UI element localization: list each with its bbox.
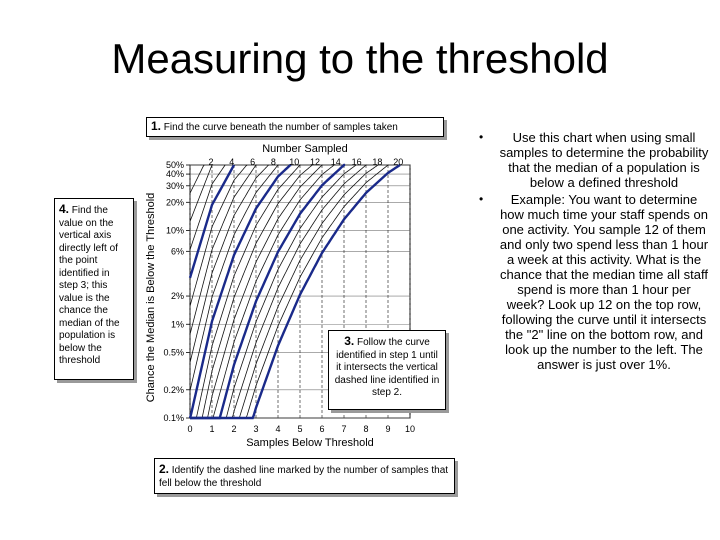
x-tick-label: 5 [297, 424, 303, 434]
x-tick-label: 2 [231, 424, 237, 434]
top-tick-label: 14 [330, 157, 341, 167]
step-2-text: Identify the dashed line marked by the number of samples that fell below the threshold [159, 465, 449, 489]
x-tick-label: 4 [275, 424, 281, 434]
bullet-item [473, 192, 709, 372]
top-tick-label: 4 [229, 157, 235, 167]
y-tick-label: 0.1% [163, 413, 184, 423]
y-tick-label: 50% [165, 160, 184, 170]
step-4-callout [54, 198, 134, 380]
step-3-callout [328, 330, 446, 410]
top-tick-label: 10 [289, 157, 300, 167]
step-2-callout [154, 458, 455, 494]
x-axis-title: Samples Below Threshold [246, 437, 374, 449]
y-tick-label: 20% [165, 197, 184, 208]
step-1-number: 1. [151, 119, 162, 133]
x-tick-label: 10 [404, 424, 416, 434]
y-tick-label: 10% [165, 225, 184, 236]
y-tick-label: 0.5% [163, 347, 184, 358]
step-3-text: Follow the curve identified in step 1 until it intersects the vertical dashed line identified in step 2. [334, 337, 440, 398]
top-tick-label: 12 [309, 157, 321, 167]
x-tick-label: 6 [319, 424, 325, 434]
y-tick-label: 1% [170, 319, 184, 330]
bullet-dot-icon: • [479, 130, 484, 144]
y-tick-label: 40% [165, 169, 184, 180]
step-2-number: 2. [159, 462, 170, 476]
x-tick-label: 0 [187, 424, 193, 434]
step-1-callout [146, 117, 444, 137]
top-tick-label: 18 [372, 157, 383, 167]
y-axis-title: Chance the Median is Below the Threshold [145, 192, 157, 403]
y-tick-label: 30% [165, 180, 184, 191]
x-tick-label: 7 [341, 424, 347, 434]
top-tick-label: 16 [351, 157, 362, 167]
top-tick-label: 20 [393, 157, 404, 167]
bullet-text: Use this chart when using small samples to determine the probability that the median of a population is below a defined threshold [499, 130, 709, 190]
step-1-text: Find the curve beneath the number of samples taken [163, 122, 398, 133]
explanation-bullets [473, 130, 709, 372]
slide-title: Measuring to the threshold [111, 35, 609, 82]
top-axis-title: Number Sampled [262, 143, 348, 155]
bullet-dot-icon: • [479, 192, 484, 206]
x-tick-label: 8 [363, 424, 369, 434]
top-tick-label: 6 [250, 157, 256, 167]
top-tick-label: 2 [208, 157, 214, 167]
x-tick-label: 1 [209, 424, 215, 434]
step-3-number: 3. [344, 334, 355, 348]
step-4-number: 4. [59, 202, 70, 216]
bullet-item [473, 130, 709, 190]
step-4-text: Find the value on the vertical axis directly left of the point identified in step 3; this value is the chance the median of the population is below the threshold [59, 205, 120, 366]
y-tick-label: 0.2% [163, 384, 184, 395]
x-tick-label: 3 [253, 424, 259, 434]
y-tick-label: 2% [170, 291, 184, 302]
y-tick-label: 6% [170, 246, 184, 257]
top-tick-label: 8 [270, 157, 276, 167]
bullet-text: Example: You want to determine how much time your staff spends on one activity. You sample 12 of them and only two spend less than 1 hour a week at this activity. What is the chance that the median time all staff spend is more than 1 hour per week? Look up 12 on the top row, following the curve until it intersects the "2" line on the bottom row, and look up the number to the left. The answer is just over 1%. [499, 192, 709, 372]
x-tick-label: 9 [385, 424, 391, 434]
